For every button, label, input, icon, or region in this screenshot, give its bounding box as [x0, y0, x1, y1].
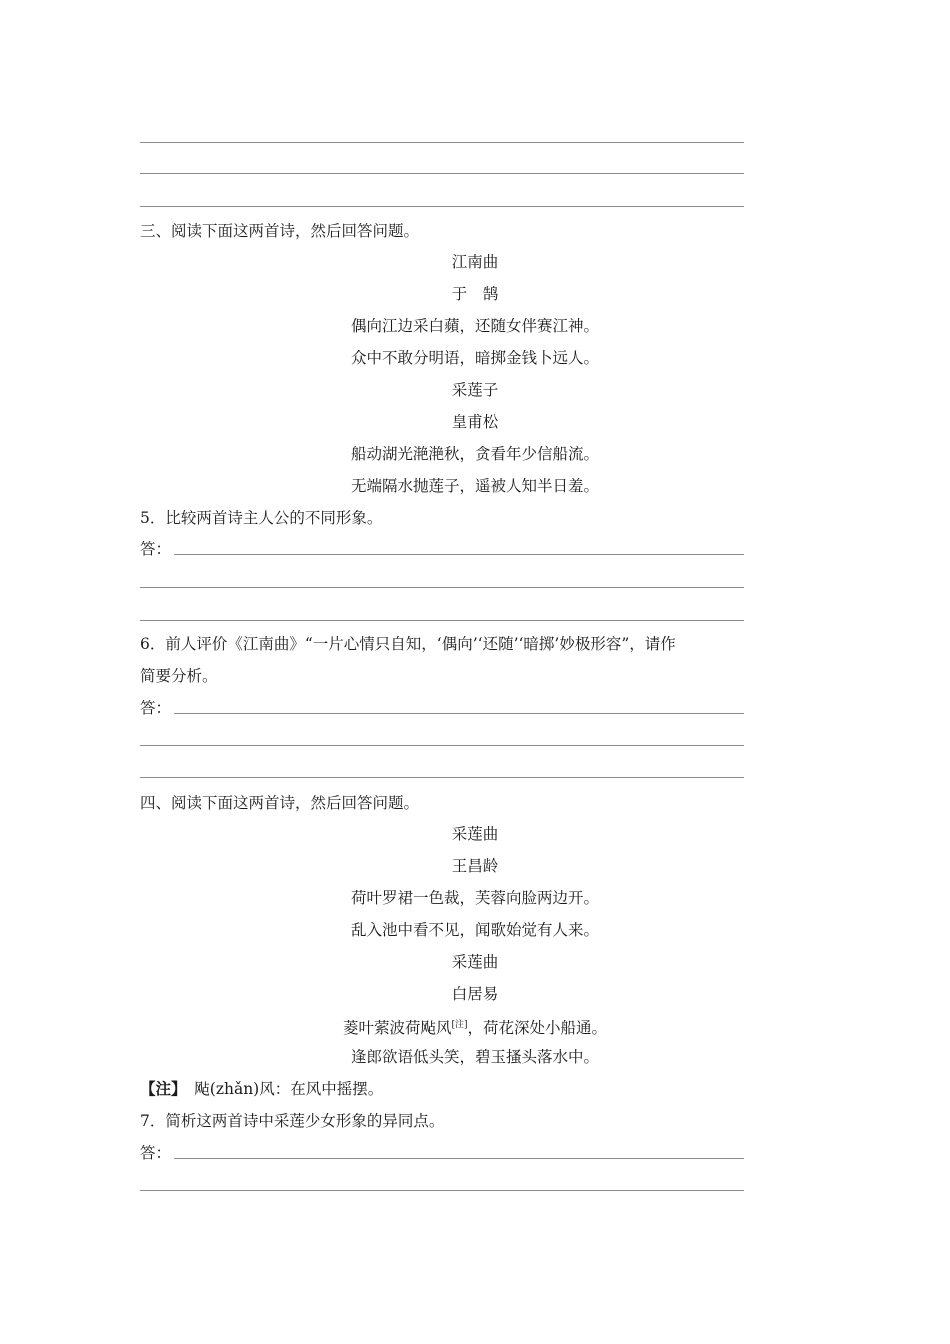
- answer-line: [140, 1190, 744, 1191]
- section-heading: 四、阅读下面这两首诗，然后回答问题。: [140, 794, 420, 812]
- poem-line: 众中不敢分明语，暗掷金钱卜远人。: [350, 349, 599, 367]
- answer-underline: [174, 554, 744, 555]
- poem-line: 偶向江边采白蘋，还随女伴赛江神。: [350, 317, 599, 335]
- answer-line: [140, 777, 744, 778]
- poem-title: 采莲曲: [451, 953, 499, 971]
- section-heading: 三、阅读下面这两首诗，然后回答问题。: [140, 222, 420, 240]
- poem-line: 船动湖光滟滟秋，贪看年少信船流。: [350, 445, 599, 463]
- answer-field[interactable]: [140, 698, 744, 718]
- poem-line: 无端隔水抛莲子，遥被人知半日羞。: [350, 477, 599, 495]
- poem-line: 荷叶罗裙一色裁，芙蓉向脸两边开。: [350, 889, 599, 907]
- question-6: 6．前人评价《江南曲》“一片心情只自知，‘偶向’‘还随’‘暗掷’妙极形容”，请作: [140, 635, 676, 653]
- answer-underline: [174, 1158, 744, 1159]
- answer-label: 答：: [140, 540, 172, 558]
- footnote-marker: [注]: [451, 1020, 468, 1030]
- answer-line: [140, 745, 744, 746]
- poem-line-text: ，荷花深处小船通。: [467, 1019, 608, 1037]
- answer-field[interactable]: [140, 539, 744, 559]
- footnote-label: 【注】: [140, 1079, 179, 1098]
- answer-line: [140, 142, 744, 143]
- poem-line-text: 菱叶萦波荷飐风: [342, 1019, 452, 1037]
- answer-label: 答：: [140, 1144, 172, 1162]
- answer-underline: [174, 713, 744, 714]
- poem-author: 于 鹄: [451, 285, 499, 303]
- poem-author: 王昌龄: [451, 857, 499, 875]
- footnote: [140, 1079, 383, 1099]
- answer-label: 答：: [140, 699, 172, 717]
- answer-line: [140, 173, 744, 174]
- poem-title: 采莲曲: [451, 825, 499, 843]
- poem-line: 逢郎欲语低头笑，碧玉搔头落水中。: [350, 1048, 599, 1066]
- answer-field[interactable]: [140, 1143, 744, 1163]
- answer-line: [140, 587, 744, 588]
- answer-line: [140, 620, 744, 621]
- answer-line: [140, 206, 744, 207]
- poem-line: [140, 1015, 810, 1038]
- question-5: 5．比较两首诗主人公的不同形象。: [140, 509, 383, 527]
- poem-author: 皇甫松: [451, 413, 499, 431]
- footnote-text: 飐(zhǎn)风：在风中摇摆。: [178, 1080, 384, 1098]
- poem-author: 白居易: [451, 985, 499, 1003]
- question-7: 7．简析这两首诗中采莲少女形象的异同点。: [140, 1112, 445, 1130]
- poem-line: 乱入池中看不见，闻歌始觉有人来。: [350, 921, 599, 939]
- poem-title: 采莲子: [451, 381, 499, 399]
- question-6-continued: 简要分析。: [140, 667, 218, 685]
- poem-title: 江南曲: [451, 253, 499, 271]
